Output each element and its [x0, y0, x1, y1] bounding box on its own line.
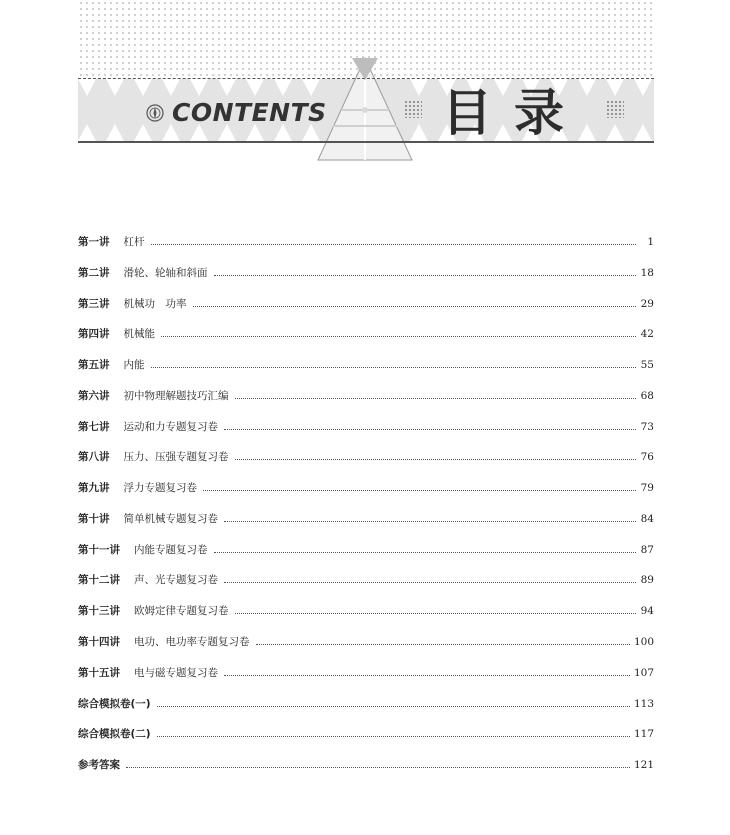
- dot-leader: [224, 675, 630, 676]
- toc-entry-label: 第三讲: [78, 298, 110, 310]
- toc-entry-label: 第十讲: [78, 513, 110, 525]
- dot-leader: [214, 552, 637, 553]
- toc-entry-page: 87: [640, 544, 654, 556]
- dot-leader: [151, 367, 637, 368]
- toc-entry-page: 68: [640, 390, 654, 402]
- toc-entry[interactable]: [78, 325, 654, 343]
- toc-entry[interactable]: [78, 602, 654, 620]
- toc-entry-page: 107: [633, 667, 654, 679]
- toc-entry[interactable]: [78, 725, 654, 743]
- dot-leader: [224, 429, 636, 430]
- toc-entry-label: 第十一讲: [78, 544, 120, 556]
- toc-entry-page: 18: [640, 267, 654, 279]
- toc-entry-page: 29: [640, 298, 654, 310]
- toc-entry-label: 第五讲: [78, 359, 110, 371]
- toc-entry-label: 第七讲: [78, 421, 110, 433]
- toc-entry-page: 117: [633, 728, 654, 740]
- dot-leader: [235, 613, 637, 614]
- toc-entry-title: 电与磁专题复习卷: [134, 667, 218, 679]
- toc-entry-page: 76: [640, 451, 654, 463]
- toc-entry-label: 综合模拟卷(一): [78, 698, 151, 710]
- toc-entry-title: 滑轮、轮轴和斜面: [123, 267, 208, 279]
- toc-entry[interactable]: [78, 695, 654, 713]
- toc-entry-page: 100: [633, 636, 654, 648]
- toc-entry-page: 42: [640, 328, 654, 340]
- toc-entry[interactable]: [78, 571, 654, 589]
- toc-entry-title: 声、光专题复习卷: [134, 574, 218, 586]
- toc-entry-title: 初中物理解题技巧汇编: [123, 390, 229, 402]
- toc-entry-page: 121: [633, 759, 654, 771]
- toc-entry[interactable]: [78, 633, 654, 651]
- toc-entry-title: 运动和力专题复习卷: [123, 421, 218, 433]
- dot-leader: [157, 706, 630, 707]
- dot-leader: [256, 644, 630, 645]
- dot-leader: [157, 736, 630, 737]
- header-dashed-rule: [78, 78, 654, 79]
- toc-entry-page: 55: [640, 359, 654, 371]
- toc-entry-title: 内能: [123, 359, 145, 371]
- toc-entry-label: 综合模拟卷(二): [78, 728, 151, 740]
- contents-label: CONTENTS: [172, 98, 327, 127]
- compass-icon: [146, 104, 164, 122]
- toc-entry[interactable]: [78, 233, 654, 251]
- toc-entry-page: 79: [640, 482, 654, 494]
- dot-leader: [151, 244, 637, 245]
- toc-entry[interactable]: [78, 295, 654, 313]
- dot-leader: [161, 336, 636, 337]
- toc-entry-label: 第六讲: [78, 390, 110, 402]
- dot-grid-decoration-right: [606, 100, 624, 118]
- toc-entry-title: 压力、压强专题复习卷: [123, 451, 229, 463]
- contents-header-banner: [0, 0, 730, 165]
- toc-entry-label: 参考答案: [78, 759, 120, 771]
- dot-leader: [203, 490, 636, 491]
- toc-entry-page: 113: [633, 698, 654, 710]
- dot-leader: [193, 306, 637, 307]
- toc-entry-title: 杠杆: [123, 236, 145, 248]
- toc-entry-label: 第十二讲: [78, 574, 120, 586]
- dot-leader: [214, 275, 637, 276]
- toc-entry-page: 1: [647, 236, 654, 248]
- toc-entry[interactable]: [78, 418, 654, 436]
- toc-entry-page: 94: [640, 605, 654, 617]
- toc-entry-title: 电功、电功率专题复习卷: [134, 636, 250, 648]
- dot-leader: [224, 521, 636, 522]
- dot-leader: [126, 767, 630, 768]
- dot-leader: [224, 582, 636, 583]
- toc-entry[interactable]: [78, 264, 654, 282]
- toc-entry[interactable]: [78, 387, 654, 405]
- toc-entry-label: 第一讲: [78, 236, 110, 248]
- toc-entry-title: 机械功 功率: [123, 298, 187, 310]
- dot-leader: [235, 459, 637, 460]
- toc-entry[interactable]: [78, 448, 654, 466]
- dot-grid-decoration-left: [404, 100, 422, 118]
- toc-entry-title: 机械能: [123, 328, 155, 340]
- toc-entry-page: 89: [640, 574, 654, 586]
- dot-leader: [235, 398, 637, 399]
- toc-entry-label: 第九讲: [78, 482, 110, 494]
- toc-entry-title: 浮力专题复习卷: [123, 482, 197, 494]
- page-title: 目录: [442, 84, 586, 142]
- toc-entry-label: 第十三讲: [78, 605, 120, 617]
- toc-entry-title: 简单机械专题复习卷: [123, 513, 218, 525]
- toc-entry[interactable]: [78, 479, 654, 497]
- toc-entry[interactable]: [78, 541, 654, 559]
- toc-entry[interactable]: [78, 664, 654, 682]
- toc-entry-label: 第十四讲: [78, 636, 120, 648]
- toc-entry-page: 84: [640, 513, 654, 525]
- toc-entry-label: 第十五讲: [78, 667, 120, 679]
- toc-entry-label: 第二讲: [78, 267, 110, 279]
- toc-entry-title: 内能专题复习卷: [134, 544, 208, 556]
- toc-entry-label: 第四讲: [78, 328, 110, 340]
- toc-entry[interactable]: [78, 356, 654, 374]
- toc-entry-label: 第八讲: [78, 451, 110, 463]
- toc-entry-page: 73: [640, 421, 654, 433]
- toc-entry[interactable]: [78, 756, 654, 774]
- toc-entry-title: 欧姆定律专题复习卷: [134, 605, 229, 617]
- toc-entry[interactable]: [78, 510, 654, 528]
